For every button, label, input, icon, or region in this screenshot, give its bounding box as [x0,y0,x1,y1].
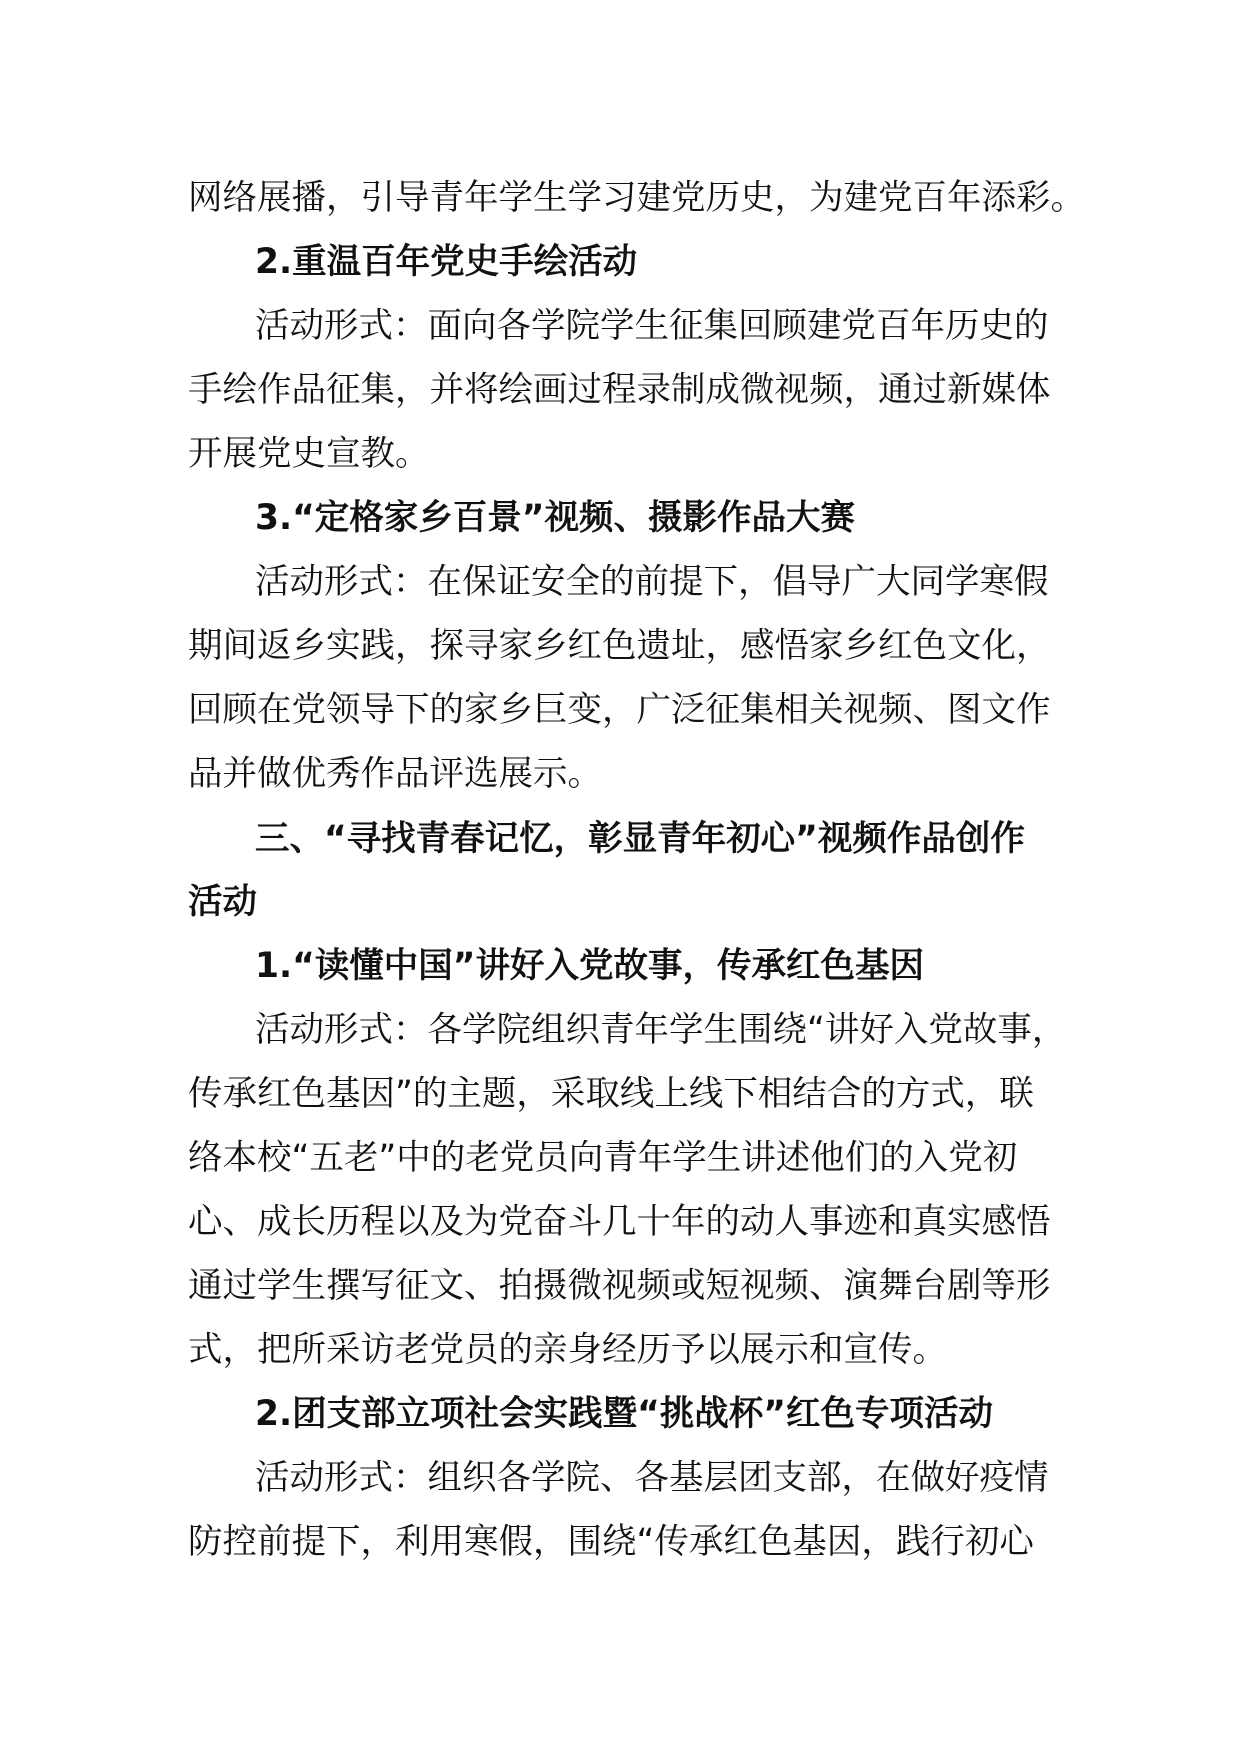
subsection-heading: 3.“定格家乡百景”视频、摄影作品大赛 [255,498,855,538]
paragraph-line: 品并做优秀作品评选展示。 [188,754,602,794]
paragraph-line: 式，把所采访老党员的亲身经历予以展示和宣传。 [188,1330,947,1370]
paragraph-line: 活动形式：各学院组织青年学生围绕“讲好入党故事， [255,1010,1067,1050]
paragraph-line: 活动形式：在保证安全的前提下，倡导广大同学寒假 [255,562,1049,602]
paragraph-line: 传承红色基因”的主题，采取线上线下相结合的方式，联 [188,1074,1034,1114]
paragraph-line: 网络展播，引导青年学生学习建党历史，为建党百年添彩。 [188,178,1085,218]
paragraph-line: 开展党史宣教。 [188,434,430,474]
paragraph-line: 回顾在党领导下的家乡巨变，广泛征集相关视频、图文作 [188,690,1051,730]
paragraph-line: 心、成长历程以及为党奋斗几十年的动人事迹和真实感悟 [188,1202,1051,1242]
paragraph-line: 活动形式：组织各学院、各基层团支部，在做好疫情 [255,1458,1049,1498]
paragraph-line: 通过学生撰写征文、拍摄微视频或短视频、演舞台剧等形 [188,1266,1051,1306]
subsection-heading: 2.团支部立项社会实践暨“挑战杯”红色专项活动 [255,1394,993,1434]
section-heading-continuation: 活动 [188,882,257,922]
section-heading: 三、“寻找青春记忆，彰显青年初心”视频作品创作 [255,819,1025,859]
paragraph-line: 活动形式：面向各学院学生征集回顾建党百年历史的 [255,306,1049,346]
paragraph-line: 防控前提下，利用寒假，围绕“传承红色基因，践行初心 [188,1522,1034,1562]
subsection-heading: 2.重温百年党史手绘活动 [255,242,638,282]
paragraph-line: 期间返乡实践，探寻家乡红色遗址，感悟家乡红色文化， [188,626,1051,666]
paragraph-line: 络本校“五老”中的老党员向青年学生讲述他们的入党初 [188,1138,1018,1178]
subsection-heading: 1.“读懂中国”讲好入党故事，传承红色基因 [255,946,924,986]
paragraph-line: 手绘作品征集，并将绘画过程录制成微视频，通过新媒体 [188,370,1051,410]
